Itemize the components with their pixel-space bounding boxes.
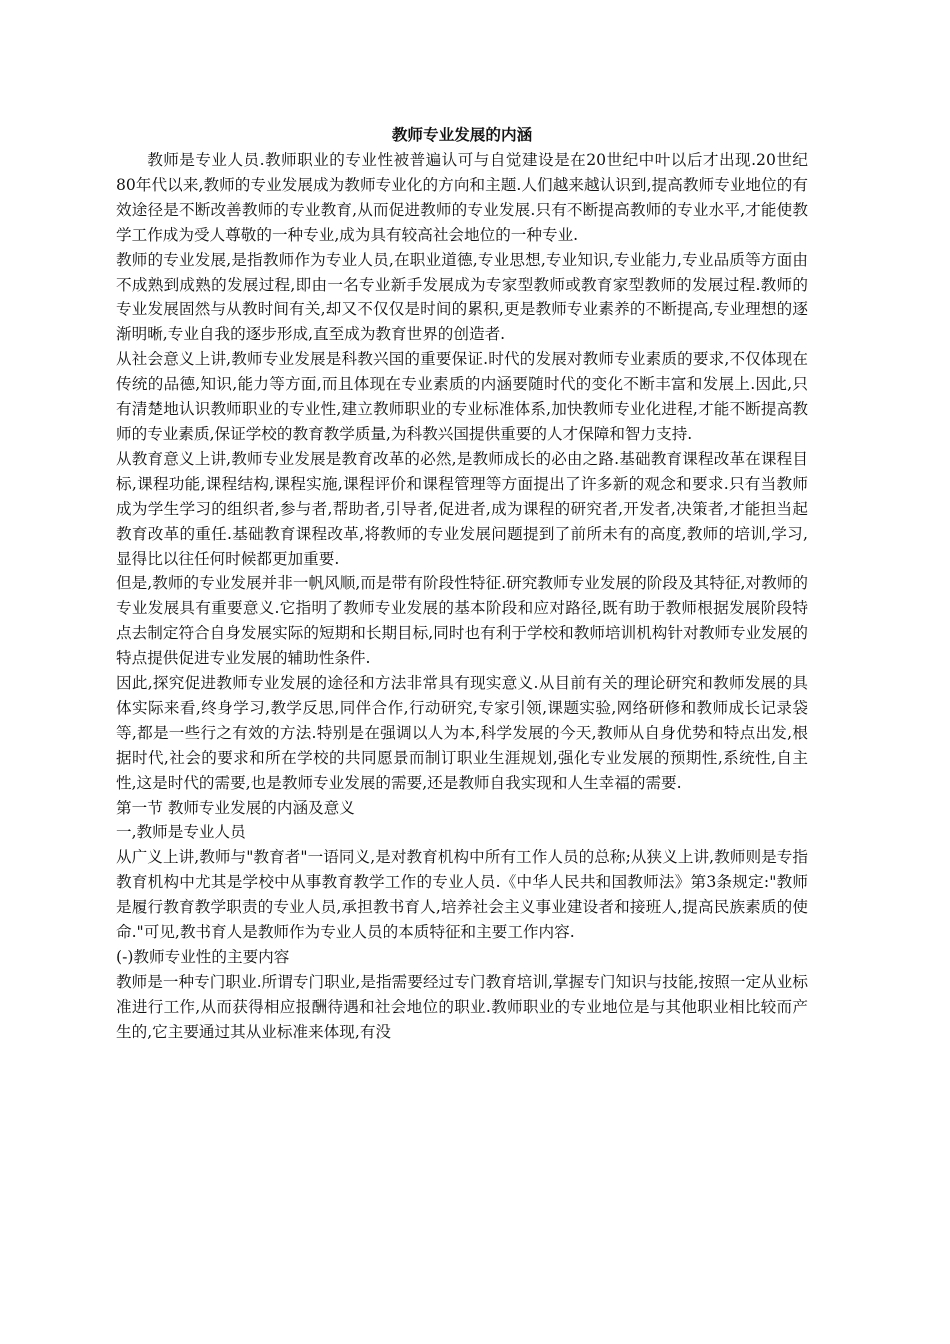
document-body xyxy=(116,122,808,1045)
paragraph-teacher-definition: 从广义上讲,教师与"教育者"一语同义,是对教育机构中所有工作人员的总称;从狭义上讲,教师则是专指教育机构中尤其是学校中从事教育教学工作的专业人员.《中华人民共和国教师法》第3条规定:"教师是履行教育教学职责的专业人员,承担教书育人,培养社会主义事业建设者和接班人,提高民族素质的使命."可见,教书育人是教师作为专业人员的本质特征和主要工作内容. xyxy=(116,848,808,942)
paragraph-stages: 但是,教师的专业发展并非一帆风顺,而是带有阶段性特征.研究教师专业发展的阶段及其特征,对教师的专业发展具有重要意义.它指明了教师专业发展的基本阶段和应对路径,既有助于教师根据发展阶段特点去制定符合自身发展实际的短期和长期目标,同时也有利于学校和教师培训机构针对教师专业发展的特点提供促进专业发展的辅助性条件. xyxy=(116,574,808,668)
paragraph-social-significance: 从社会意义上讲,教师专业发展是科教兴国的重要保证.时代的发展对教师专业素质的要求,不仅体现在传统的品德,知识,能力等方面,而且体现在专业素质的内涵要随时代的变化不断丰富和发展上.因此,只有清楚地认识教师职业的专业性,建立教师职业的专业标准体系,加快教师专业化进程,才能不断提高教师的专业素质,保证学校的教育教学质量,为科教兴国提供重要的人才保障和智力支持. xyxy=(116,350,808,443)
paragraph-profession: 教师是一种专门职业.所谓专门职业,是指需要经过专门教育培训,掌握专门知识与技能,按照一定从业标准进行工作,从而获得相应报酬待遇和社会地位的职业.教师职业的专业地位是与其他职业相比较而产生的,它主要通过其从业标准来体现,有没 xyxy=(116,972,808,1041)
subsubsection-heading: (-)教师专业性的主要内容 xyxy=(116,948,290,966)
section-heading: 第一节 教师专业发展的内涵及意义 xyxy=(116,798,355,817)
page-title: 教师专业发展的内涵 xyxy=(391,126,533,144)
paragraph-definition: 教师的专业发展,是指教师作为专业人员,在职业道德,专业思想,专业知识,专业能力,专业品质等方面由不成熟到成熟的发展过程,即由一名专业新手发展成为专家型教师或教育家型教师的发展过程.教师的专业发展固然与从教时间有关,却又不仅仅是时间的累积,更是教师专业素养的不断提高,专业理想的逐渐明晰,专业自我的逐步形成,直至成为教育世界的创造者. xyxy=(116,250,808,344)
paragraph-methods: 因此,探究促进教师专业发展的途径和方法非常具有现实意义.从目前有关的理论研究和教师发展的具体实际来看,终身学习,教学反思,同伴合作,行动研究,专家引领,课题实验,网络研修和教师成长记录袋等,都是一些行之有效的方法.特别是在强调以人为本,科学发展的今天,教师从自身优势和特点出发,根据时代,社会的要求和所在学校的共同愿景而制订职业生涯规划,强化专业发展的预期性,系统性,自主性,这是时代的需要,也是教师专业发展的需要,还是教师自我实现和人生幸福的需要. xyxy=(116,674,808,792)
subsection-heading: 一,教师是专业人员 xyxy=(116,823,246,842)
paragraph-intro: 教师是专业人员.教师职业的专业性被普遍认可与自觉建设是在20世纪中叶以后才出现.20世纪80年代以来,教师的专业发展成为教师专业化的方向和主题.人们越来越认识到,提高教师专业地位的有效途径是不断改善教师的专业教育,从而促进教师的专业发展.只有不断提高教师的专业水平,才能使教学工作成为受人尊敬的一种专业,成为具有较高社会地位的一种专业. xyxy=(116,151,808,244)
paragraph-educational-significance: 从教育意义上讲,教师专业发展是教育改革的必然,是教师成长的必由之路.基础教育课程改革在课程目标,课程功能,课程结构,课程实施,课程评价和课程管理等方面提出了许多新的观念和要求.只有当教师成为学生学习的组织者,参与者,帮助者,引导者,促进者,成为课程的研究者,开发者,决策者,才能担当起教育改革的重任.基础教育课程改革,将教师的专业发展问题提到了前所未有的高度,教师的培训,学习,显得比以往任何时候都更加重要. xyxy=(116,449,808,568)
